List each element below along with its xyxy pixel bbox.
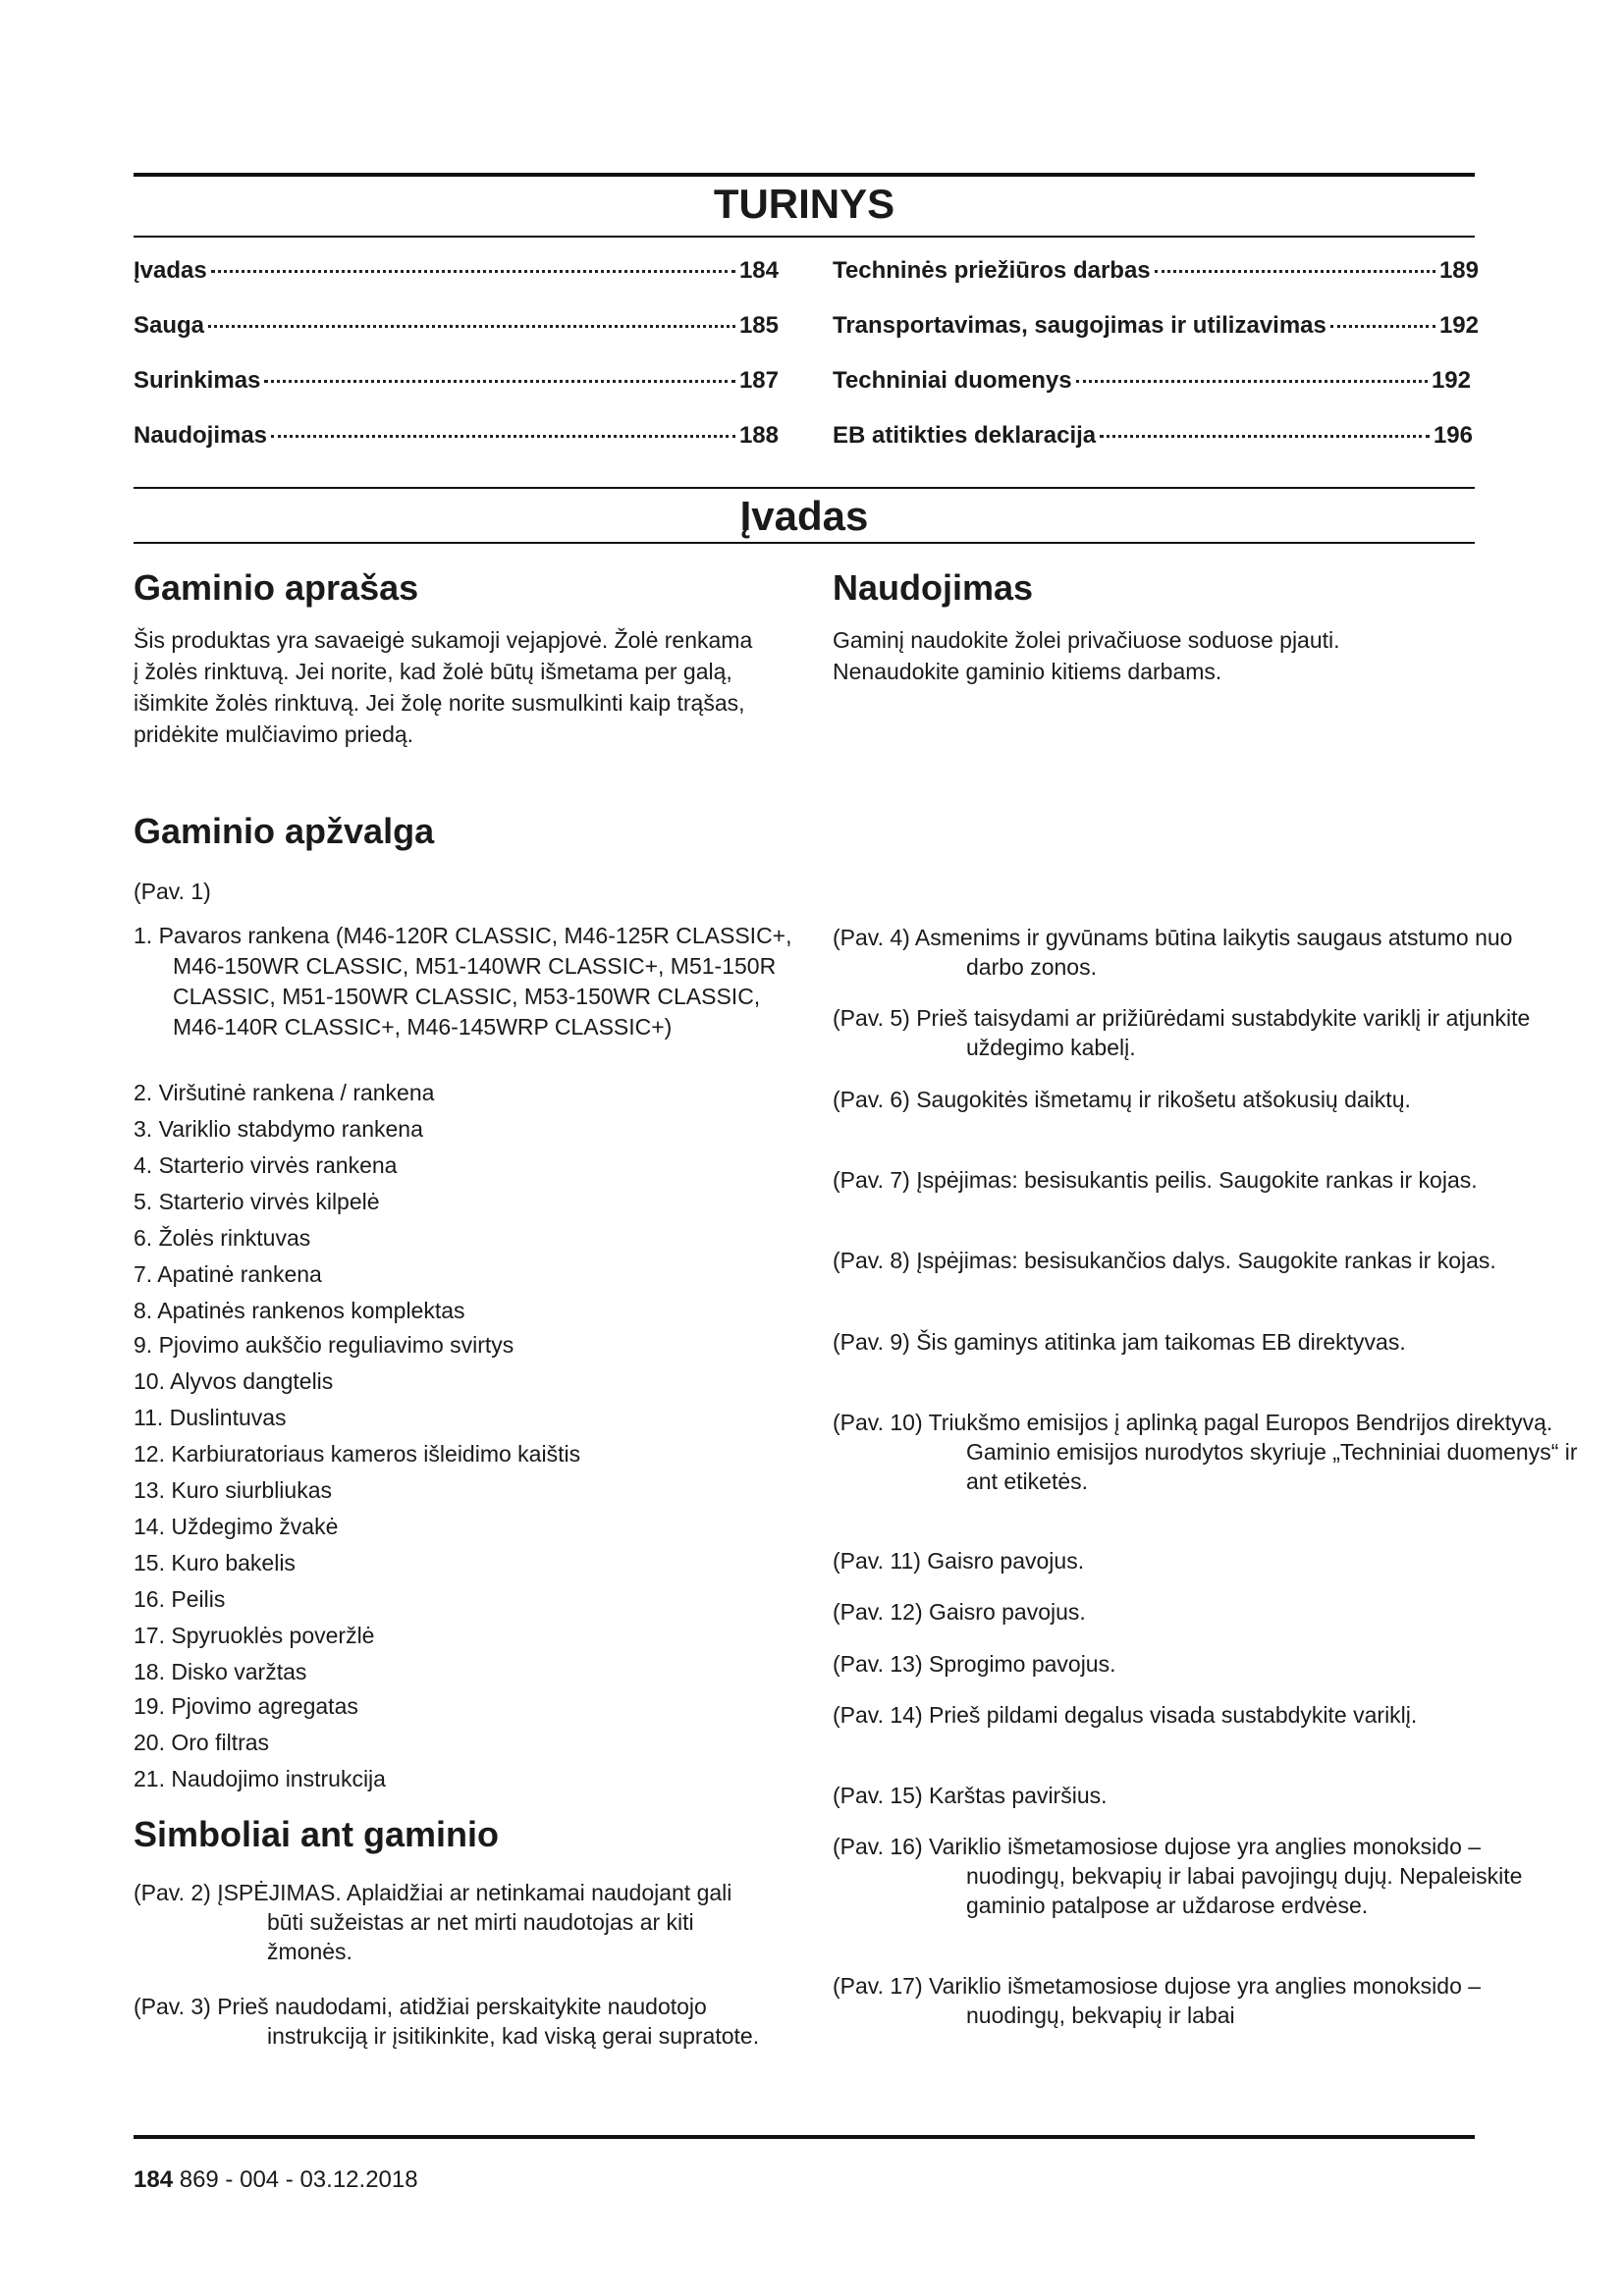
section-title: Įvadas — [739, 493, 869, 539]
toc-entry[interactable] — [134, 367, 779, 406]
toc-entry-label: Naudojimas — [134, 422, 268, 449]
symbol-desc: (Pav. 16) Variklio išmetamosiose dujose yra anglies monoksido – nuodingų, bekvapių ir labai pavojingų dujų. Nepaleiskite gaminio patalpose ar uždarose erdvėse. — [833, 1834, 1523, 1918]
symbols-heading: Simboliai ant gaminio — [134, 1814, 500, 1854]
symbol-desc: (Pav. 5) Prieš taisydami ar prižiūrėdami sustabdykite variklį ir atjunkite uždegimo kabelį. — [833, 1005, 1531, 1060]
symbol-desc: (Pav. 14) Prieš pildami degalus visada sustabdykite variklį. — [833, 1702, 1418, 1728]
toc-entry[interactable] — [833, 312, 1479, 351]
document-code: 869 - 004 - 03.12.2018 — [179, 2166, 418, 2193]
toc-leader — [208, 325, 735, 328]
toc-title: TURINYS — [713, 181, 895, 227]
list-item: 14. Uždegimo žvakė — [134, 1514, 339, 1539]
list-item: 2. Viršutinė rankena / rankena — [134, 1080, 435, 1105]
toc-entry-label: Įvadas — [134, 257, 207, 284]
list-item: 7. Apatinė rankena — [134, 1261, 322, 1287]
list-item: 5. Starterio virvės kilpelė — [134, 1189, 380, 1214]
toc-entry-page: 188 — [738, 422, 779, 449]
symbol-desc: (Pav. 17) Variklio išmetamosiose dujose yra anglies monoksido – nuodingų, bekvapių ir labai — [833, 1973, 1482, 2028]
list-item: 13. Kuro siurbliukas — [134, 1477, 332, 1503]
toc-entry-label: Techniniai duomenys — [833, 367, 1072, 394]
toc-entry[interactable] — [134, 257, 779, 296]
list-item: 4. Starterio virvės rankena — [134, 1152, 398, 1178]
symbol-desc: (Pav. 13) Sprogimo pavojus. — [833, 1651, 1116, 1677]
symbol-desc: (Pav. 6) Saugokitės išmetamų ir rikošetu atšokusių daiktų. — [833, 1087, 1411, 1112]
toc-entry-page: 189 — [1438, 257, 1479, 284]
list-item: 17. Spyruoklės poveržlė — [134, 1623, 375, 1648]
toc-entry-label: Transportavimas, saugojimas ir utilizavimas — [833, 312, 1326, 339]
footer-rule — [134, 2135, 1475, 2139]
toc-leader — [1100, 435, 1430, 438]
list-item: 3. Variklio stabdymo rankena — [134, 1116, 423, 1142]
list-item: 1. Pavaros rankena (M46-120R CLASSIC, M46-125R CLASSIC+, M46-150WR CLASSIC, M51-140WR CLASSIC+, M51-150R CLASSIC, M51-150WR CLASSIC, M53-150WR CLASSIC, M46-140R CLASSIC+, M46-145WRP CLASSIC+) — [134, 923, 792, 1040]
list-item: 21. Naudojimo instrukcija — [134, 1766, 386, 1791]
toc-entry-page: 184 — [738, 257, 779, 284]
toc-entry-page: 187 — [738, 367, 779, 394]
product-description-text: Šis produktas yra savaeigė sukamoji vejapjovė. Žolė renkama į žolės rinktuvą. Jei norite, kad žolė būtų išmetama per galą, išimkite žolės rinktuvą. Jei žolę norite susmulkinti kaip trąšas, pridėkite mulčiavimo priedą. — [134, 627, 753, 747]
symbol-desc: (Pav. 4) Asmenims ir gyvūnams būtina laikytis saugaus atstumo nuo darbo zonos. — [833, 925, 1513, 980]
page-footer — [134, 2166, 418, 2194]
list-item: 10. Alyvos dangtelis — [134, 1368, 334, 1394]
list-item: 8. Apatinės rankenos komplektas — [134, 1298, 465, 1323]
list-item: 15. Kuro bakelis — [134, 1550, 296, 1575]
page-number: 184 — [134, 2166, 174, 2193]
toc-entry[interactable] — [833, 257, 1479, 296]
section-title-rule — [134, 542, 1475, 544]
toc-entry-label: EB atitikties deklaracija — [833, 422, 1097, 449]
toc-entry[interactable] — [833, 422, 1473, 461]
symbol-desc: (Pav. 15) Karštas paviršius. — [833, 1783, 1108, 1808]
toc-leader — [1155, 270, 1435, 273]
list-item: 16. Peilis — [134, 1586, 226, 1612]
list-item: 19. Pjovimo agregatas — [134, 1693, 358, 1719]
symbol-desc-text: (Pav. 3) Prieš naudodami, atidžiai perskaitykite naudotojo instrukciją ir įsitikinkite, kad viską gerai supratote. — [134, 1994, 760, 2049]
toc-leader — [211, 270, 735, 273]
symbol-desc: (Pav. 11) Gaisro pavojus. — [833, 1548, 1085, 1574]
toc-entry[interactable] — [134, 312, 779, 351]
symbol-desc — [134, 1878, 762, 1966]
symbol-desc-text: (Pav. 2) ĮSPĖJIMAS. Aplaidžiai ar netinkamai naudojant gali būti sužeistas ar net mirti naudotojas ar kiti žmonės. — [134, 1880, 732, 1964]
list-item: 20. Oro filtras — [134, 1730, 270, 1755]
toc-entry-page: 192 — [1438, 312, 1479, 339]
symbol-desc — [134, 1992, 762, 2051]
toc-leader — [1076, 380, 1428, 383]
toc-leader — [1330, 325, 1435, 328]
list-item: 18. Disko varžtas — [134, 1659, 307, 1684]
toc-entry[interactable] — [833, 367, 1471, 406]
product-description-heading: Gaminio aprašas — [134, 567, 419, 608]
usage-text: Gaminį naudokite žolei privačiuose soduose pjauti. Nenaudokite gaminio kitiems darbams. — [833, 627, 1340, 684]
list-item: 9. Pjovimo aukščio reguliavimo svirtys — [134, 1332, 514, 1358]
overview-heading: Gaminio apžvalga — [134, 811, 435, 851]
toc-leader — [271, 435, 735, 438]
usage-heading: Naudojimas — [833, 567, 1034, 608]
toc-entry-label: Sauga — [134, 312, 205, 339]
toc-entry-page: 185 — [738, 312, 779, 339]
symbol-desc: (Pav. 7) Įspėjimas: besisukantis peilis. Saugokite rankas ir kojas. — [833, 1167, 1478, 1193]
section-top-rule — [134, 487, 1475, 489]
list-item: 12. Karbiuratoriaus kameros išleidimo kaištis — [134, 1441, 581, 1467]
toc-entry-page: 196 — [1433, 422, 1473, 449]
top-rule — [134, 173, 1475, 177]
symbol-desc: (Pav. 9) Šis gaminys atitinka jam taikomas EB direktyvas. — [833, 1329, 1406, 1355]
toc-leader — [264, 380, 735, 383]
symbol-desc: (Pav. 12) Gaisro pavojus. — [833, 1599, 1086, 1625]
symbol-desc: (Pav. 8) Įspėjimas: besisukančios dalys. Saugokite rankas ir kojas. — [833, 1248, 1496, 1273]
toc-entry-label: Surinkimas — [134, 367, 261, 394]
symbol-desc: (Pav. 10) Triukšmo emisijos į aplinką pagal Europos Bendrijos direktyvą. Gaminio emisijos nurodytos skyriuje „Techniniai duomenys“ ir ant etiketės. — [833, 1410, 1578, 1494]
overview-figure-ref: (Pav. 1) — [134, 879, 211, 904]
toc-entry-label: Techninės priežiūros darbas — [833, 257, 1151, 284]
list-item: 11. Duslintuvas — [134, 1405, 287, 1430]
toc-entry-page: 192 — [1431, 367, 1471, 394]
toc-entry[interactable] — [134, 422, 779, 461]
toc-title-rule — [134, 236, 1475, 238]
list-item: 6. Žolės rinktuvas — [134, 1225, 311, 1251]
